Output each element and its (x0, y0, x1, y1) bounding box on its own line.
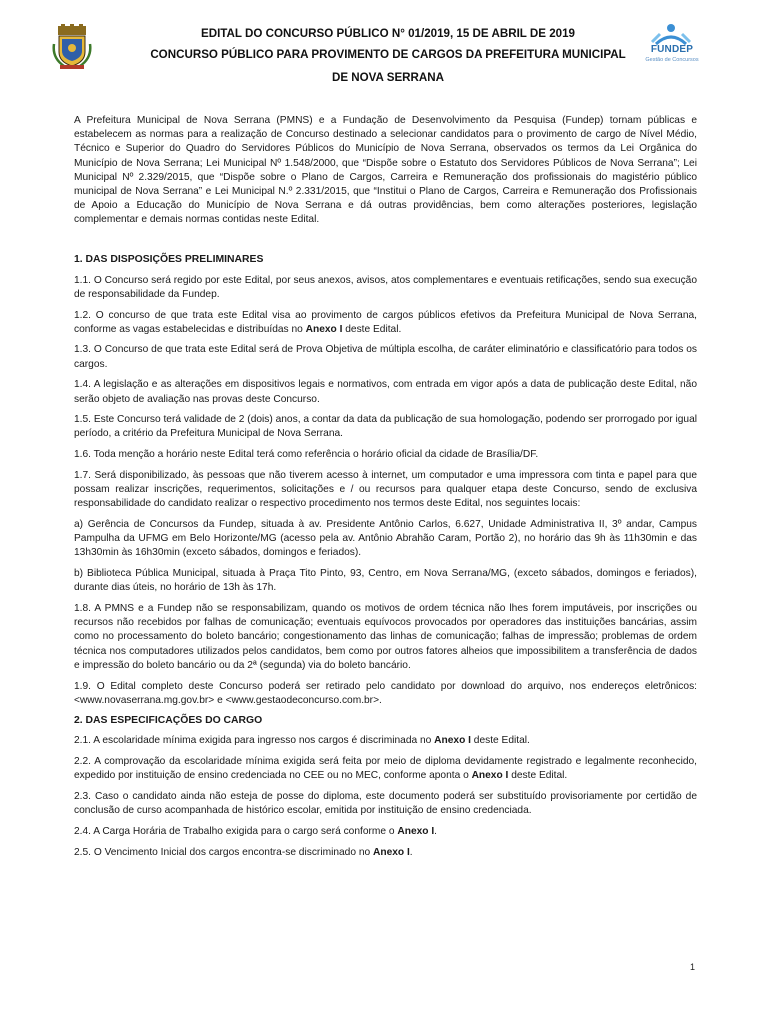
clause-text: deste Edital. (470, 735, 530, 747)
clause-1-3: 1.3. O Concurso de que trata este Edital será de Prova Objetiva de múltipla escolha, de caráter eliminatório e classificatório para todos os cargos. (74, 344, 697, 370)
clause-2-3: 2.3. Caso o candidato ainda não esteja de posse do diploma, este documento poderá ser substituído provisoriamente por certidão de conclusão de curso acompanhada de histórico escolar, emitida por instituição de ensino credenciada. (74, 791, 697, 817)
clause-1-6: 1.6. Toda menção a horário neste Edital terá como referência o horário oficial da cidade de Brasília/DF. (74, 449, 539, 461)
clause-1-2 (74, 309, 697, 337)
clause-text: . (409, 846, 413, 858)
page-number: 1 (690, 962, 696, 972)
document-body (74, 114, 697, 866)
fundep-logo-text: FUNDEP (650, 44, 694, 55)
municipal-crest-icon (52, 24, 92, 70)
annex-reference: Anexo I (434, 735, 471, 747)
document-title-line-3: DE NOVA SERRANA (331, 71, 445, 84)
clause-1-4: 1.4. A legislação e as alterações em dispositivos legais e normativos, com entrada em vigor após a data de publicação deste Edital, não serão objeto de avaliação nas provas deste Concurso. (74, 379, 697, 405)
clause-text: 2.2. A comprovação da escolaridade mínima exigida será feita por meio de diploma devidamente registrado e legalmente reconhecido, expedido por instituição de ensino credenciada no CEE ou no MEC, conforme aponta o (74, 756, 697, 782)
clause-1-9: 1.9. O Edital completo deste Concurso poderá ser retirado pelo candidato por download do arquivo, nos endereços eletrônicos: <www.novaserrana.mg.gov.br> e <www.gestaodeconcurso.com.br>. (74, 680, 697, 706)
clause-1-1: 1.1. O Concurso será regido por este Edital, por seus anexos, avisos, atos complementares e eventuais retificações, sendo sua execução de responsabilidade da Fundep. (74, 274, 697, 300)
clause-text: 2.5. O Vencimento Inicial dos cargos encontra-se discriminado no (74, 846, 373, 858)
clause-text: 1.2. O concurso de que trata este Edital visa ao provimento de cargos públicos efetivos da Prefeitura Municipal de Nova Serrana, conforme as vagas estabelecidas e distribuídas no (74, 309, 697, 335)
annex-reference: Anexo I (471, 770, 509, 782)
section-heading: 2. DAS ESPECIFICAÇÕES DO CARGO (74, 715, 263, 727)
clause-1-5: 1.5. Este Concurso terá validade de 2 (dois) anos, a contar da data da publicação de sua homologação, podendo ser prorrogado por igual período, a critério da Prefeitura Municipal de Nova Serrana. (74, 414, 697, 440)
clause-2-2 (74, 755, 697, 783)
clause-text: . (434, 825, 437, 837)
clause-2-5 (74, 846, 697, 860)
fundep-logo-subtitle: Gestão de Concursos (645, 57, 699, 63)
annex-reference: Anexo I (397, 825, 435, 837)
clause-text: 2.4. A Carga Horária de Trabalho exigida para o cargo será conforme o (74, 825, 398, 837)
clause-1-7-a: a) Gerência de Concursos da Fundep, situada à av. Presidente Antônio Carlos, 6.627, Unidade Administrativa II, 3º andar, Campus Pampulha da UFMG em Belo Horizonte/MG (acesso pela av. Antônio Abrahão Caram, Portão 2), no horário das 9h às 11h30min e das 13h30min às 16h30min (exceto sábados, domingos e feriados). (74, 518, 697, 559)
clause-2-4 (74, 825, 697, 839)
clause-text: deste Edital. (342, 323, 402, 335)
clause-1-8: 1.8. A PMNS e a Fundep não se responsabilizam, quando os motivos de ordem técnica não lhes forem imputáveis, por inscrições ou recursos não recebidos por falhas de comunicação; eventuais equívocos provocados por operadores das instituições bancárias, assim como no processamento do boleto bancário; congestionamento das linhas de comunicação; falhas de impressão; problemas de ordem técnica nos computadores utilizados pelos candidatos, bem como por outros fatores alheios que impossibilitem a transferência de dados e impressão do boleto bancário ou da 2ª (segunda) via do boleto bancário. (74, 602, 697, 671)
clause-2-1 (74, 734, 697, 748)
section-heading: 1. DAS DISPOSIÇÕES PRELIMINARES (74, 253, 264, 265)
clause-1-7-b: b) Biblioteca Pública Municipal, situada à Praça Tito Pinto, 93, Centro, em Nova Serrana/MG, (exceto sábados, domingos e feriados), durante dias úteis, no horário de 13h às 17h. (74, 568, 697, 594)
clause-text: deste Edital. (508, 770, 568, 782)
clause-1-7: 1.7. Será disponibilizado, às pessoas que não tiverem acesso à internet, um computador e uma impressora com tinta e papel para que possam realizar inscrições, requerimentos, solicitações e / ou recursos para qualquer etapa deste Concurso, sendo de exclusiva responsabilidade do candidato realizar o respectivo procedimento nos termos deste Edital, nos seguintes locais: (74, 469, 697, 510)
annex-reference: Anexo I (373, 846, 410, 858)
document-title-line-2: CONCURSO PÚBLICO PARA PROVIMENTO DE CARGOS DA PREFEITURA MUNICIPAL (150, 48, 626, 61)
intro-paragraph: A Prefeitura Municipal de Nova Serrana (PMNS) e a Fundação de Desenvolvimento da Pesquisa (Fundep) tornam públicas e estabelecem as normas para a realização de Concurso destinado a selecionar candidatos para o provimento de cargo de Nível Médio, Técnico e Superior do Quadro do Servidores Públicos do Município de Nova Serrana, observados os termos da Lei Orgânica do Município de Nova Serrana; Lei Municipal Nº 1.548/2000, que “Dispõe sobre o Estatuto dos Servidores Públicos de Nova Serrana”; Lei Municipal Nº 2.329/2015, que “Dispõe sobre o Plano de Cargos, Carreira e Remuneração dos profissionais do magistério público municipal de Nova Serrana” e Lei Municipal N.º 2.331/2015, que “Institui o Plano de Cargos, Carreira e Remuneração dos Profissionais de Apoio a Educação do Município de Nova Serrana e dá outras providências, bem como alterações posteriores, legislação complementar e demais normas contidas neste Edital. (74, 115, 697, 226)
annex-reference: Anexo I (305, 323, 343, 335)
document-title-line-1: EDITAL DO CONCURSO PÚBLICO N° 01/2019, 15 DE ABRIL DE 2019 (200, 27, 576, 40)
clause-text: 2.1. A escolaridade mínima exigida para ingresso nos cargos é discriminada no (74, 735, 435, 747)
